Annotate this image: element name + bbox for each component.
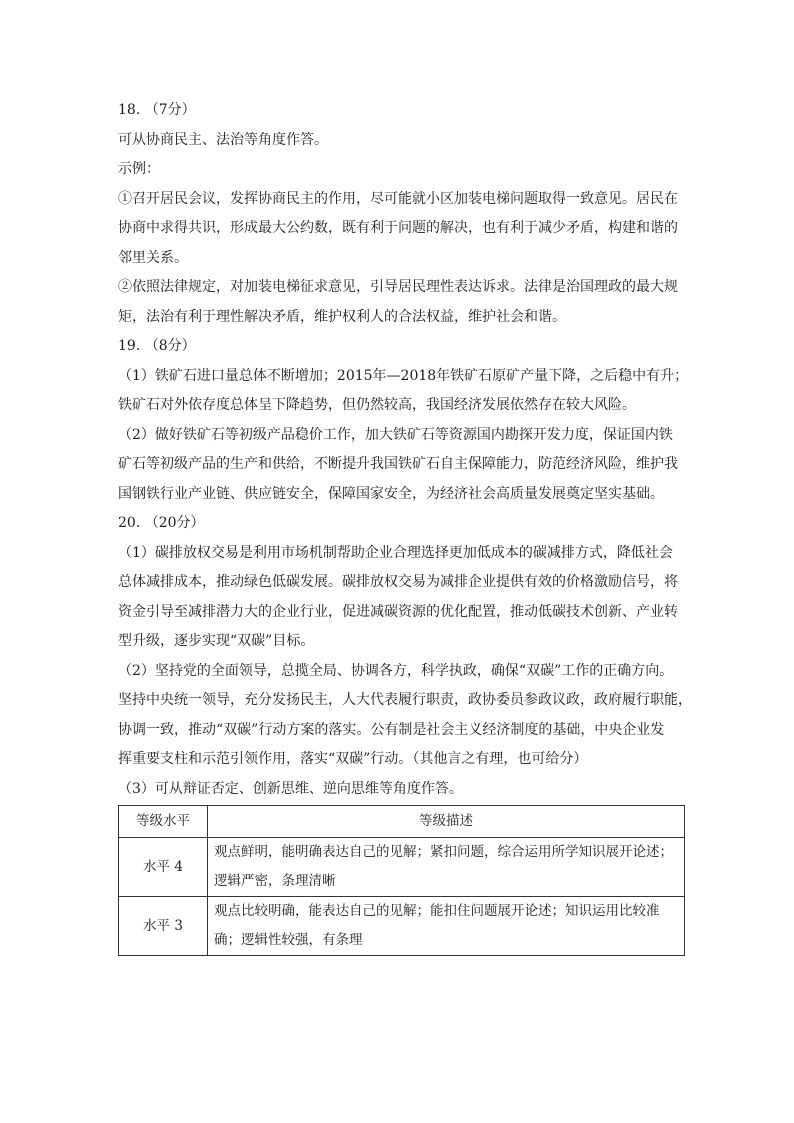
q19-p2-line3: 国钢铁行业产业链、供应链安全，保障国家安全，为经济社会高质量发展奠定坚实基础。 bbox=[118, 485, 664, 502]
grading-table-header bbox=[119, 806, 685, 838]
q20-p1-line1: （1）碳排放权交易是利用市场机制帮助企业合理选择更加低成本的碳减排方式，降低社会 bbox=[118, 544, 673, 561]
row-description bbox=[208, 838, 685, 897]
q20-p2-line2: 坚持中央统一领导，充分发扬民主，人大代表履行职责，政协委员参政议政，政府履行职能， bbox=[118, 692, 692, 708]
q20-p1-line2: 总体减排成本，推动绿色低碳发展。碳排放权交易为减排企业提供有效的价格激励信号，将 bbox=[118, 574, 678, 590]
q19-p2-line2: 矿石等初级产品的生产和供给，不断提升我国铁矿石自主保障能力，防范经济风险，维护我 bbox=[118, 456, 678, 472]
table-row bbox=[119, 897, 685, 956]
q20-p2-line3: 协调一致，推动“双碳”行动方案的落实。公有制是社会主义经济制度的基础，中央企业发 bbox=[118, 721, 665, 738]
q18-p1-line3: 邻里关系。 bbox=[118, 249, 188, 266]
header-level: 等级水平 bbox=[119, 806, 208, 838]
q20-p3: （3）可从辩证否定、创新思维、逆向思维等角度作答。 bbox=[118, 780, 463, 797]
grading-table bbox=[118, 805, 685, 956]
q18-intro: 可从协商民主、法治等角度作答。 bbox=[118, 131, 328, 148]
q20-p1-line4: 型升级，逐步实现“双碳”目标。 bbox=[118, 633, 315, 649]
row-description-line: 观点鲜明，能明确表达自己的见解；紧扣问题，综合运用所学知识展开论述； bbox=[214, 844, 673, 860]
row-description-line: 确；逻辑性较强，有条理 bbox=[214, 932, 363, 948]
answer-content bbox=[118, 96, 692, 956]
row-description-line: 观点比较明确，能表达自己的见解；能扣住问题展开论述；知识运用比较准 bbox=[214, 903, 660, 919]
row-description bbox=[208, 897, 685, 956]
q20-p2-line4: 挥重要支柱和示范引领作用，落实“双碳”行动。（其他言之有理，也可给分） bbox=[118, 751, 588, 767]
q19-p1-line2: 铁矿石对外依存度总体呈下降趋势，但仍然较高，我国经济发展依然存在较大风险。 bbox=[118, 397, 636, 413]
row-level: 水平 4 bbox=[119, 838, 208, 897]
q19-p2-line1: （2）做好铁矿石等初级产品稳价工作，加大铁矿石等资源国内勘探开发力度，保证国内铁 bbox=[118, 426, 673, 443]
row-description-line: 逻辑严密，条理清晰 bbox=[214, 873, 336, 889]
q18-title: 18. （7分） bbox=[118, 102, 196, 118]
q20-title: 20. （20分） bbox=[118, 515, 205, 531]
q20-p2-line1: （2）坚持党的全面领导，总揽全局、协调各方，科学执政，确保“双碳”工作的正确方向。 bbox=[118, 662, 674, 679]
q18-p2-line2: 矩，法治有利于理性解决矛盾，维护权利人的合法权益，维护社会和谐。 bbox=[118, 308, 566, 325]
q20-p1-line3: 资金引导至减排潜力大的企业行业，促进减碳资源的优化配置，推动低碳技术创新、产业转 bbox=[118, 603, 678, 620]
row-level: 水平 3 bbox=[119, 897, 208, 956]
q18-p2-line1: ②依照法律规定，对加装电梯征求意见，引导居民理性表达诉求。法律是治国理政的最大规 bbox=[118, 279, 678, 295]
header-description: 等级描述 bbox=[208, 806, 685, 838]
q19-title: 19. （8分） bbox=[118, 338, 196, 354]
q19-p1-line1: （1）铁矿石进口量总体不断增加；2015年—2018年铁矿石原矿产量下降，之后稳中有升； bbox=[118, 367, 689, 384]
q18-p1-line1: ①召开居民会议，发挥协商民主的作用，尽可能就小区加装电梯问题取得一致意见。居民在 bbox=[118, 190, 678, 207]
q18-example-label: 示例： bbox=[118, 161, 160, 177]
q18-p1-line2: 协商中求得共识，形成最大公约数，既有利于问题的解决，也有利于减少矛盾，构建和谐的 bbox=[118, 220, 678, 236]
table-row bbox=[119, 838, 685, 897]
